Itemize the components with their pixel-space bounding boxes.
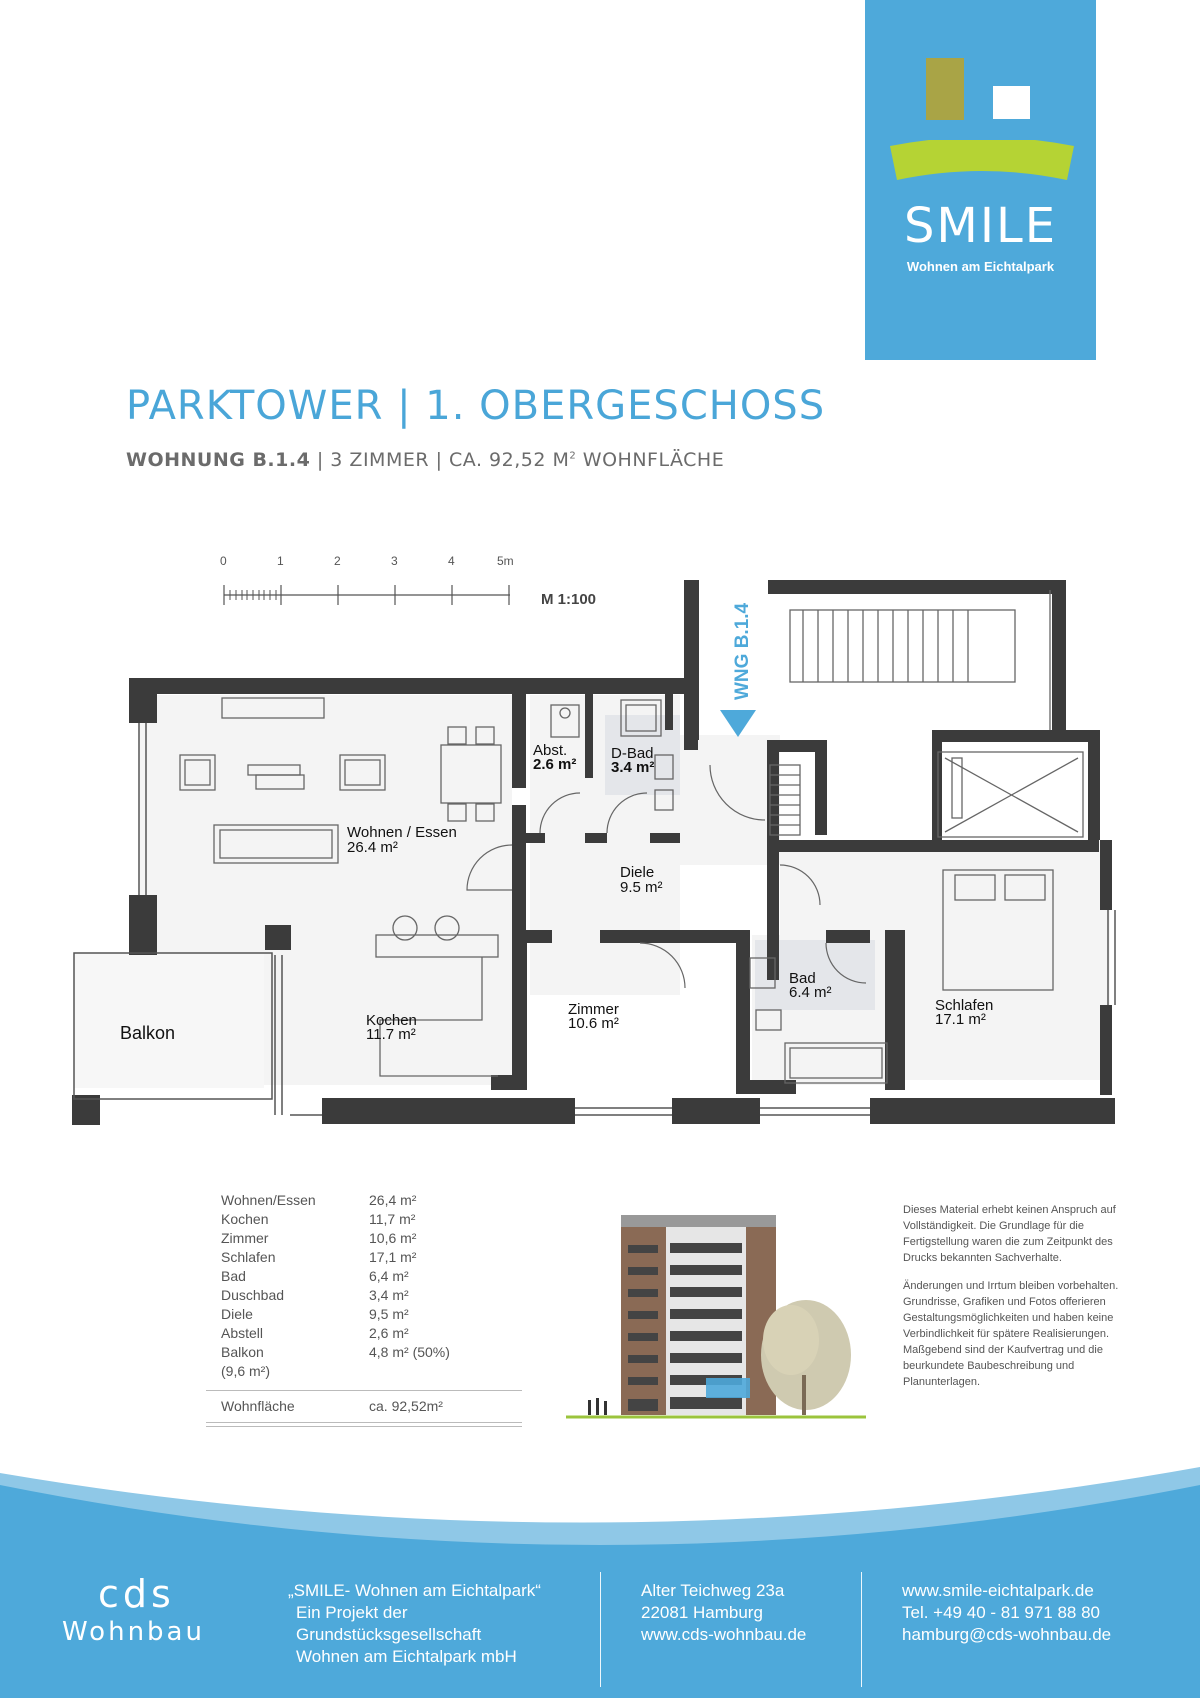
area-value [369,1362,522,1381]
logo-white-block [993,86,1030,119]
scale-tick-label: 2 [334,554,341,568]
room-area: 17.1 m² [935,1011,986,1028]
address-line: 22081 Hamburg [641,1603,763,1622]
area-row [206,1362,522,1381]
footer-divider [861,1572,862,1687]
scale-label: M 1:100 [541,591,597,608]
unit-highlight [706,1378,750,1398]
area-name: Zimmer [221,1230,269,1246]
room-area: 10.6 m² [568,1015,619,1032]
room-area: 11.7 m² [366,1026,416,1043]
area-total-value: ca. 92,52m² [369,1398,443,1414]
room-area: 6.4 m² [789,984,832,1001]
scale-tick-label: 4 [448,554,455,568]
unit-name: WOHNUNG B.1.4 [126,449,311,471]
room-name: Schlafen [935,997,994,1014]
area-name: Abstell [221,1325,264,1341]
area-value: 2,6 m² [369,1325,409,1341]
disclaimer [903,1202,1143,1402]
room-area: 26.4 m² [347,839,398,856]
area-value: 9,5 m² [369,1306,409,1322]
area-row [206,1248,522,1267]
area-value: 6,4 m² [369,1268,409,1284]
area-name: Schlafen [221,1249,276,1265]
room-name: Wohnen / Essen [347,824,457,841]
company-logo-bottom: Wohnbau [62,1617,205,1647]
area-total-row [206,1397,522,1416]
table-divider [206,1422,522,1423]
entrance-label: WNG B.1.4 [732,602,753,700]
room-count: 3 ZIMMER [330,449,430,471]
living-area: CA. 92,52 M [449,449,570,471]
floor-plan [0,540,1200,1140]
area-name: Wohnen/Essen [221,1192,316,1208]
room-name: Bad [789,970,816,987]
area-table [206,1191,522,1427]
entrance-arrow-icon [720,710,756,737]
company-logo-top: cds [98,1572,175,1616]
logo-tagline: Wohnen am Eichtalpark [906,259,1055,274]
scale-tick-label: 1 [277,554,284,568]
area-value: 17,1 m² [369,1249,417,1265]
area-row [206,1286,522,1305]
area-value: 26,4 m² [369,1192,417,1208]
area-value: 3,4 m² [369,1287,409,1303]
scale-tick-label: 0 [220,554,227,568]
project-line: Grundstücksgesellschaft [296,1625,482,1644]
logo-smile-arc [887,140,1077,190]
website-link[interactable]: www.smile-eichtalpark.de [902,1581,1094,1600]
room-name: D-Bad [611,745,654,762]
address-info [641,1580,806,1646]
area-value: 11,7 m² [369,1211,416,1227]
room-name: Diele [620,864,655,881]
scale-tick-label: 5m [497,554,514,568]
address-line: Alter Teichweg 23a [641,1581,785,1600]
building-illustration [566,1205,866,1435]
project-info [288,1580,541,1668]
area-name: Duschbad [221,1287,285,1303]
area-name: (9,6 m²) [221,1363,270,1379]
room-name: Kochen [366,1012,417,1029]
separator: | [429,449,450,471]
room-area: 3.4 m² [611,759,655,776]
footer-divider [600,1572,601,1687]
room-area: 9.5 m² [620,879,663,896]
area-total-name: Wohnfläche [221,1398,295,1414]
area-name: Kochen [221,1211,269,1227]
scale-tick-label: 3 [391,554,398,568]
smile-logo [865,0,1096,360]
logo-brand: SMILE [903,198,1058,254]
website-link[interactable]: www.cds-wohnbau.de [641,1625,807,1644]
logo-olive-block [926,58,964,120]
page-title: PARKTOWER | 1. OBERGESCHOSS [126,383,826,429]
project-line: Wohnen am Eichtalpark mbH [296,1647,517,1666]
area-row [206,1324,522,1343]
table-divider [206,1426,522,1427]
table-divider [206,1390,522,1391]
area-name: Diele [221,1306,253,1322]
page-subtitle [126,449,724,471]
area-name: Balkon [221,1344,264,1360]
contact-info [902,1580,1111,1646]
scale-bar [220,554,596,608]
project-line: „SMILE- Wohnen am Eichtalpark“ [288,1581,541,1600]
area-value: 4,8 m² (50%) [369,1344,450,1360]
area-row [206,1210,522,1229]
room-name: Abst. [533,742,568,759]
phone-number[interactable]: Tel. +49 40 - 81 971 88 80 [902,1603,1101,1622]
disclaimer-text: Dieses Material erhebt keinen Anspruch auf Vollständigkeit. Die Grundlage für die Fertigstellung waren die zum Zeitpunkt des Drucks bekannten Sachverhalte. [903,1204,1116,1264]
living-area-suffix: WOHNFLÄCHE [576,449,725,471]
area-value: 10,6 m² [369,1230,417,1246]
email-link[interactable]: hamburg@cds-wohnbau.de [902,1625,1112,1644]
area-row [206,1305,522,1324]
area-row [206,1191,522,1210]
area-superscript: 2 [569,450,577,462]
room-name: Balkon [120,1023,176,1043]
project-line: Ein Projekt der [296,1603,408,1622]
area-name: Bad [221,1268,246,1284]
area-row [206,1343,522,1362]
area-row [206,1267,522,1286]
separator: | [310,449,331,471]
room-name: Zimmer [568,1001,619,1018]
room-area: 2.6 m² [533,756,577,773]
area-row [206,1229,522,1248]
disclaimer-text: Änderungen und Irrtum bleiben vorbehalten. Grundrisse, Grafiken und Fotos offerieren Gestaltungsmöglichkeiten und haben keine Verbindlichkeit für spätere Realisierungen. Maßgebend sind der Kaufvertrag und die beurkundete Baubeschreibung und Planunterlagen. [903,1280,1119,1388]
